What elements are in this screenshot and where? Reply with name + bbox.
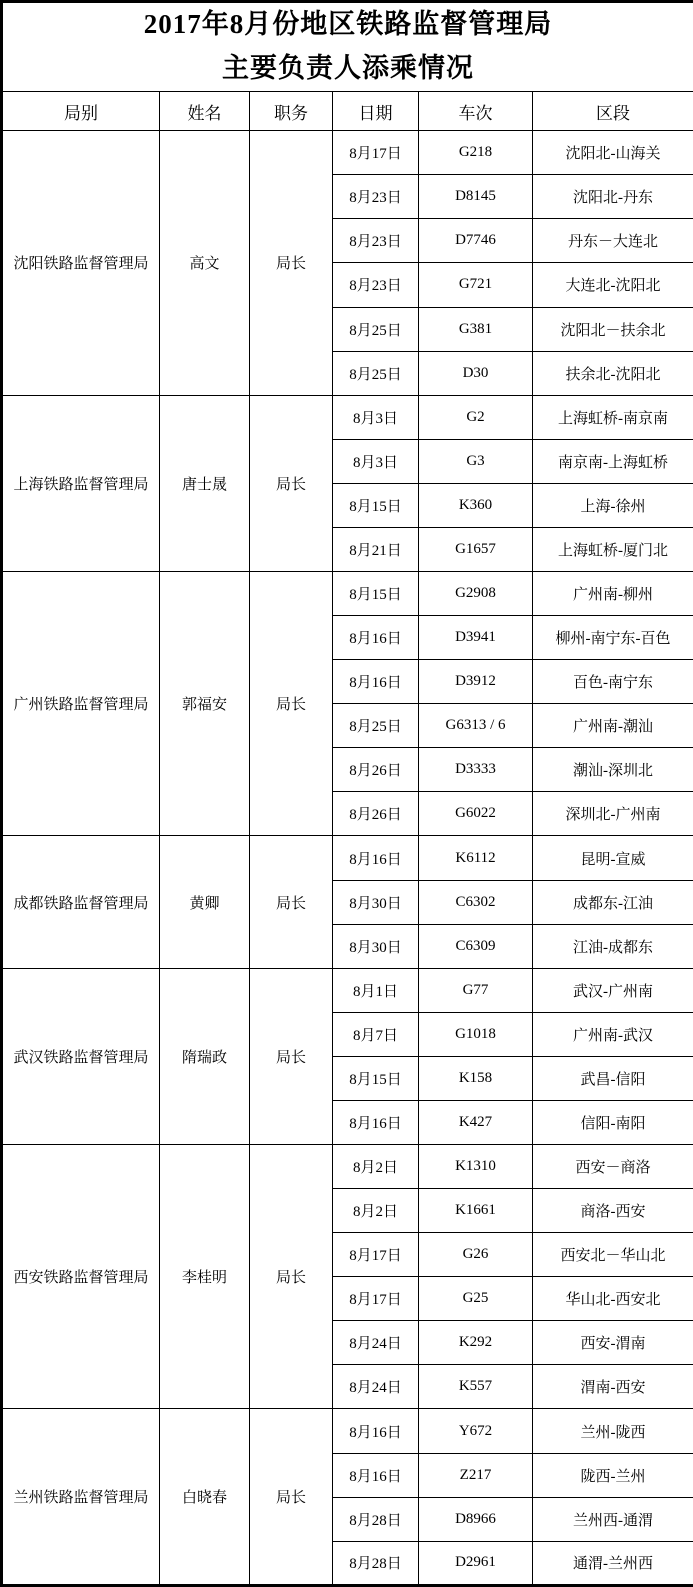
date-cell: 8月16日 bbox=[333, 616, 419, 660]
segment-cell: 广州南-潮汕 bbox=[533, 704, 693, 748]
table-row bbox=[2, 395, 693, 439]
date-cell: 8月30日 bbox=[333, 880, 419, 924]
train-cell: D7746 bbox=[419, 219, 533, 263]
col-header-position: 职务 bbox=[250, 92, 333, 131]
segment-cell: 武昌-信阳 bbox=[533, 1056, 693, 1100]
bureau-cell: 上海铁路监督管理局 bbox=[2, 395, 160, 571]
date-cell: 8月17日 bbox=[333, 1233, 419, 1277]
train-cell: G218 bbox=[419, 131, 533, 175]
date-cell: 8月25日 bbox=[333, 307, 419, 351]
segment-cell: 柳州-南宁东-百色 bbox=[533, 616, 693, 660]
bureau-cell: 沈阳铁路监督管理局 bbox=[2, 131, 160, 395]
date-cell: 8月28日 bbox=[333, 1497, 419, 1541]
train-cell: D3941 bbox=[419, 616, 533, 660]
train-cell: K1661 bbox=[419, 1189, 533, 1233]
date-cell: 8月16日 bbox=[333, 836, 419, 880]
position-cell: 局长 bbox=[250, 395, 333, 571]
train-cell: K1310 bbox=[419, 1145, 533, 1189]
person-name-cell: 黄卿 bbox=[160, 836, 250, 968]
date-cell: 8月28日 bbox=[333, 1541, 419, 1585]
date-cell: 8月3日 bbox=[333, 395, 419, 439]
train-cell: D3912 bbox=[419, 660, 533, 704]
table-row bbox=[2, 572, 693, 616]
date-cell: 8月3日 bbox=[333, 439, 419, 483]
train-cell: K292 bbox=[419, 1321, 533, 1365]
train-cell: D2961 bbox=[419, 1541, 533, 1585]
segment-cell: 上海虹桥-南京南 bbox=[533, 395, 693, 439]
title-line-2: 主要负责人添乘情况 bbox=[222, 53, 475, 84]
segment-cell: 广州南-柳州 bbox=[533, 572, 693, 616]
date-cell: 8月7日 bbox=[333, 1012, 419, 1056]
title-row bbox=[2, 2, 693, 92]
date-cell: 8月15日 bbox=[333, 483, 419, 527]
date-cell: 8月16日 bbox=[333, 660, 419, 704]
segment-cell: 昆明-宣威 bbox=[533, 836, 693, 880]
train-cell: K360 bbox=[419, 483, 533, 527]
segment-cell: 南京南-上海虹桥 bbox=[533, 439, 693, 483]
date-cell: 8月23日 bbox=[333, 175, 419, 219]
segment-cell: 上海虹桥-厦门北 bbox=[533, 527, 693, 571]
train-cell: G77 bbox=[419, 968, 533, 1012]
position-cell: 局长 bbox=[250, 836, 333, 968]
train-cell: C6309 bbox=[419, 924, 533, 968]
col-header-train: 车次 bbox=[419, 92, 533, 131]
train-cell: K158 bbox=[419, 1056, 533, 1100]
segment-cell: 成都东-江油 bbox=[533, 880, 693, 924]
segment-cell: 江油-成都东 bbox=[533, 924, 693, 968]
train-cell: Y672 bbox=[419, 1409, 533, 1453]
train-cell: G6313 / 6 bbox=[419, 704, 533, 748]
train-cell: K427 bbox=[419, 1100, 533, 1144]
date-cell: 8月25日 bbox=[333, 351, 419, 395]
segment-cell: 沈阳北－扶余北 bbox=[533, 307, 693, 351]
date-cell: 8月24日 bbox=[333, 1365, 419, 1409]
train-cell: Z217 bbox=[419, 1453, 533, 1497]
segment-cell: 武汉-广州南 bbox=[533, 968, 693, 1012]
segment-cell: 西安北－华山北 bbox=[533, 1233, 693, 1277]
date-cell: 8月23日 bbox=[333, 263, 419, 307]
date-cell: 8月30日 bbox=[333, 924, 419, 968]
train-cell: G381 bbox=[419, 307, 533, 351]
col-header-bureau: 局别 bbox=[2, 92, 160, 131]
date-cell: 8月21日 bbox=[333, 527, 419, 571]
col-header-date: 日期 bbox=[333, 92, 419, 131]
train-cell: G25 bbox=[419, 1277, 533, 1321]
train-cell: K6112 bbox=[419, 836, 533, 880]
bureau-cell: 成都铁路监督管理局 bbox=[2, 836, 160, 968]
segment-cell: 华山北-西安北 bbox=[533, 1277, 693, 1321]
bureau-cell: 兰州铁路监督管理局 bbox=[2, 1409, 160, 1586]
table-row bbox=[2, 1145, 693, 1189]
segment-cell: 兰州-陇西 bbox=[533, 1409, 693, 1453]
bureau-cell: 武汉铁路监督管理局 bbox=[2, 968, 160, 1144]
segment-cell: 百色-南宁东 bbox=[533, 660, 693, 704]
date-cell: 8月15日 bbox=[333, 1056, 419, 1100]
date-cell: 8月17日 bbox=[333, 1277, 419, 1321]
train-cell: D8145 bbox=[419, 175, 533, 219]
date-cell: 8月16日 bbox=[333, 1409, 419, 1453]
table-row bbox=[2, 1409, 693, 1453]
date-cell: 8月26日 bbox=[333, 792, 419, 836]
train-cell: G1657 bbox=[419, 527, 533, 571]
segment-cell: 丹东－大连北 bbox=[533, 219, 693, 263]
date-cell: 8月16日 bbox=[333, 1100, 419, 1144]
train-cell: G26 bbox=[419, 1233, 533, 1277]
date-cell: 8月26日 bbox=[333, 748, 419, 792]
date-cell: 8月1日 bbox=[333, 968, 419, 1012]
table-row bbox=[2, 836, 693, 880]
train-cell: G2 bbox=[419, 395, 533, 439]
train-cell: G2908 bbox=[419, 572, 533, 616]
train-cell: D8966 bbox=[419, 1497, 533, 1541]
segment-cell: 西安－商洛 bbox=[533, 1145, 693, 1189]
date-cell: 8月16日 bbox=[333, 1453, 419, 1497]
date-cell: 8月2日 bbox=[333, 1189, 419, 1233]
bureau-cell: 广州铁路监督管理局 bbox=[2, 572, 160, 836]
segment-cell: 兰州西-通渭 bbox=[533, 1497, 693, 1541]
person-name-cell: 白晓春 bbox=[160, 1409, 250, 1586]
segment-cell: 沈阳北-山海关 bbox=[533, 131, 693, 175]
person-name-cell: 隋瑞政 bbox=[160, 968, 250, 1144]
table-row bbox=[2, 131, 693, 175]
table-row bbox=[2, 968, 693, 1012]
train-cell: G3 bbox=[419, 439, 533, 483]
col-header-segment: 区段 bbox=[533, 92, 693, 131]
date-cell: 8月2日 bbox=[333, 1145, 419, 1189]
position-cell: 局长 bbox=[250, 968, 333, 1144]
col-header-name: 姓名 bbox=[160, 92, 250, 131]
segment-cell: 潮汕-深圳北 bbox=[533, 748, 693, 792]
segment-cell: 大连北-沈阳北 bbox=[533, 263, 693, 307]
bureau-cell: 西安铁路监督管理局 bbox=[2, 1145, 160, 1409]
person-name-cell: 高文 bbox=[160, 131, 250, 395]
segment-cell: 广州南-武汉 bbox=[533, 1012, 693, 1056]
date-cell: 8月23日 bbox=[333, 219, 419, 263]
position-cell: 局长 bbox=[250, 572, 333, 836]
segment-cell: 渭南-西安 bbox=[533, 1365, 693, 1409]
header-row bbox=[2, 92, 693, 131]
segment-cell: 沈阳北-丹东 bbox=[533, 175, 693, 219]
position-cell: 局长 bbox=[250, 131, 333, 395]
person-name-cell: 李桂明 bbox=[160, 1145, 250, 1409]
date-cell: 8月17日 bbox=[333, 131, 419, 175]
train-cell: D30 bbox=[419, 351, 533, 395]
title-line-1: 2017年8月份地区铁路监督管理局 bbox=[143, 9, 553, 40]
date-cell: 8月25日 bbox=[333, 704, 419, 748]
segment-cell: 深圳北-广州南 bbox=[533, 792, 693, 836]
train-cell: K557 bbox=[419, 1365, 533, 1409]
segment-cell: 扶余北-沈阳北 bbox=[533, 351, 693, 395]
position-cell: 局长 bbox=[250, 1409, 333, 1586]
train-cell: D3333 bbox=[419, 748, 533, 792]
segment-cell: 上海-徐州 bbox=[533, 483, 693, 527]
segment-cell: 商洛-西安 bbox=[533, 1189, 693, 1233]
segment-cell: 信阳-南阳 bbox=[533, 1100, 693, 1144]
person-name-cell: 唐士晟 bbox=[160, 395, 250, 571]
train-cell: G721 bbox=[419, 263, 533, 307]
person-name-cell: 郭福安 bbox=[160, 572, 250, 836]
train-cell: G1018 bbox=[419, 1012, 533, 1056]
position-cell: 局长 bbox=[250, 1145, 333, 1409]
date-cell: 8月24日 bbox=[333, 1321, 419, 1365]
train-cell: G6022 bbox=[419, 792, 533, 836]
segment-cell: 陇西-兰州 bbox=[533, 1453, 693, 1497]
segment-cell: 通渭-兰州西 bbox=[533, 1541, 693, 1585]
segment-cell: 西安-渭南 bbox=[533, 1321, 693, 1365]
table-title bbox=[2, 2, 693, 92]
date-cell: 8月15日 bbox=[333, 572, 419, 616]
train-cell: C6302 bbox=[419, 880, 533, 924]
